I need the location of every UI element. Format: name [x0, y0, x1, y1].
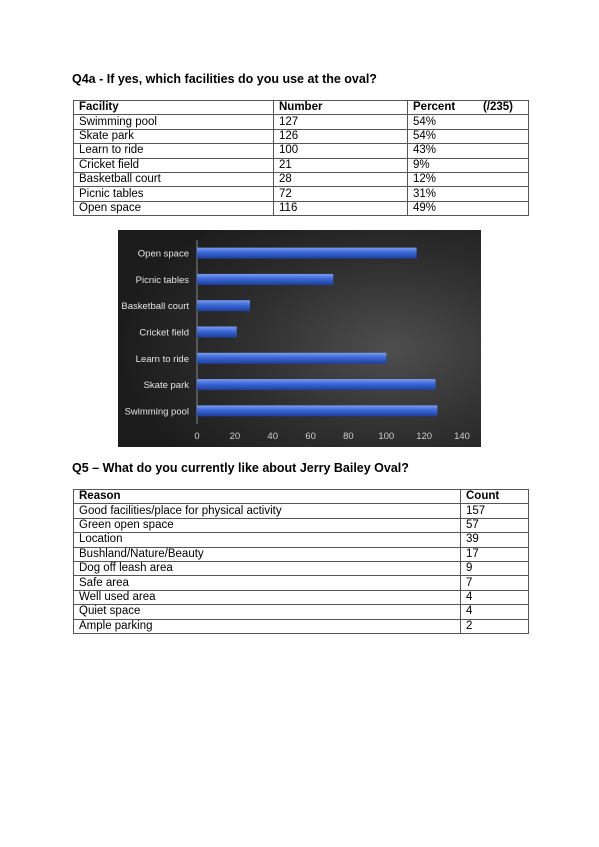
chart-tick-label: 0 — [194, 431, 200, 442]
table-row — [74, 187, 529, 201]
table-row — [74, 201, 529, 215]
header-percent: Percent (/235) — [408, 101, 529, 115]
table-cell: Cricket field — [74, 158, 274, 172]
table-cell: 2 — [461, 619, 529, 633]
table-header-row — [74, 490, 529, 504]
table-cell: Well used area — [74, 590, 461, 604]
chart-tick-label: 120 — [416, 431, 433, 442]
chart-bar — [197, 405, 437, 416]
table-cell: 126 — [274, 129, 408, 143]
chart-category-label: Basketball court — [121, 301, 189, 313]
table-cell: Location — [74, 533, 461, 547]
table-row — [74, 504, 529, 518]
table-cell: Good facilities/place for physical activity — [74, 504, 461, 518]
header-reason: Reason — [74, 490, 461, 504]
chart-tick-label: 140 — [454, 431, 470, 442]
chart-bar — [197, 248, 417, 259]
chart-tick-label: 60 — [305, 431, 316, 442]
chart-bar — [197, 327, 237, 338]
table-row — [74, 115, 529, 129]
table-cell: 17 — [461, 547, 529, 561]
chart-category-label: Swimming pool — [124, 406, 189, 418]
header-facility: Facility — [74, 101, 274, 115]
facilities-bar-chart — [118, 230, 481, 447]
table-cell: Open space — [74, 201, 274, 215]
table-row — [74, 590, 529, 604]
table-row — [74, 158, 529, 172]
chart-category-label: Picnic tables — [135, 274, 189, 286]
table-cell: Picnic tables — [74, 187, 274, 201]
table-cell: Dog off leash area — [74, 561, 461, 575]
table-cell: Learn to ride — [74, 144, 274, 158]
header-percent-base: (/235) — [482, 101, 513, 114]
table-cell: Safe area — [74, 576, 461, 590]
chart-bar — [197, 274, 333, 285]
header-number: Number — [274, 101, 408, 115]
table-row — [74, 518, 529, 532]
table-cell: 7 — [461, 576, 529, 590]
facilities-table — [73, 100, 529, 216]
chart-category-label: Learn to ride — [135, 353, 189, 365]
reasons-table — [73, 489, 529, 634]
table-cell: 21 — [274, 158, 408, 172]
chart-tick-label: 20 — [229, 431, 241, 442]
chart-category-label: Cricket field — [139, 327, 189, 339]
table-header-row — [74, 101, 529, 115]
chart-bar — [197, 300, 250, 311]
chart-category-label: Skate park — [143, 380, 189, 392]
header-count: Count — [461, 490, 529, 504]
table-cell: Green open space — [74, 518, 461, 532]
table-cell: 127 — [274, 115, 408, 129]
table-cell: 57 — [461, 518, 529, 532]
table-cell: 39 — [461, 533, 529, 547]
table-cell: 4 — [461, 605, 529, 619]
table-cell: 43% — [408, 144, 529, 158]
table-cell: Quiet space — [74, 605, 461, 619]
table-cell: 116 — [274, 201, 408, 215]
table-cell: 49% — [408, 201, 529, 215]
table-row — [74, 129, 529, 143]
chart-svg — [118, 230, 481, 447]
table-cell: 28 — [274, 172, 408, 186]
table-cell: 54% — [408, 115, 529, 129]
table-row — [74, 605, 529, 619]
table-cell: 72 — [274, 187, 408, 201]
table-cell: 4 — [461, 590, 529, 604]
table-cell: 157 — [461, 504, 529, 518]
table-cell: Skate park — [74, 129, 274, 143]
q4a-heading: Q4a - If yes, which facilities do you use at the oval? — [72, 72, 377, 86]
chart-tick-label: 80 — [343, 431, 354, 442]
table-row — [74, 533, 529, 547]
table-cell: 9 — [461, 561, 529, 575]
table-cell: 54% — [408, 129, 529, 143]
chart-tick-label: 100 — [378, 431, 395, 442]
table-row — [74, 576, 529, 590]
table-cell: 9% — [408, 158, 529, 172]
table-cell: 100 — [274, 144, 408, 158]
table-cell: Bushland/Nature/Beauty — [74, 547, 461, 561]
table-row — [74, 172, 529, 186]
q5-heading: Q5 – What do you currently like about Jerry Bailey Oval? — [72, 461, 409, 475]
table-row — [74, 144, 529, 158]
table-row — [74, 619, 529, 633]
chart-tick-label: 40 — [267, 431, 279, 442]
table-cell: Ample parking — [74, 619, 461, 633]
chart-bar — [197, 379, 436, 390]
table-row — [74, 561, 529, 575]
table-cell: Basketball court — [74, 172, 274, 186]
chart-category-label: Open space — [137, 248, 189, 260]
table-cell: 31% — [408, 187, 529, 201]
table-cell: Swimming pool — [74, 115, 274, 129]
table-row — [74, 547, 529, 561]
table-cell: 12% — [408, 172, 529, 186]
chart-bar — [197, 353, 386, 364]
